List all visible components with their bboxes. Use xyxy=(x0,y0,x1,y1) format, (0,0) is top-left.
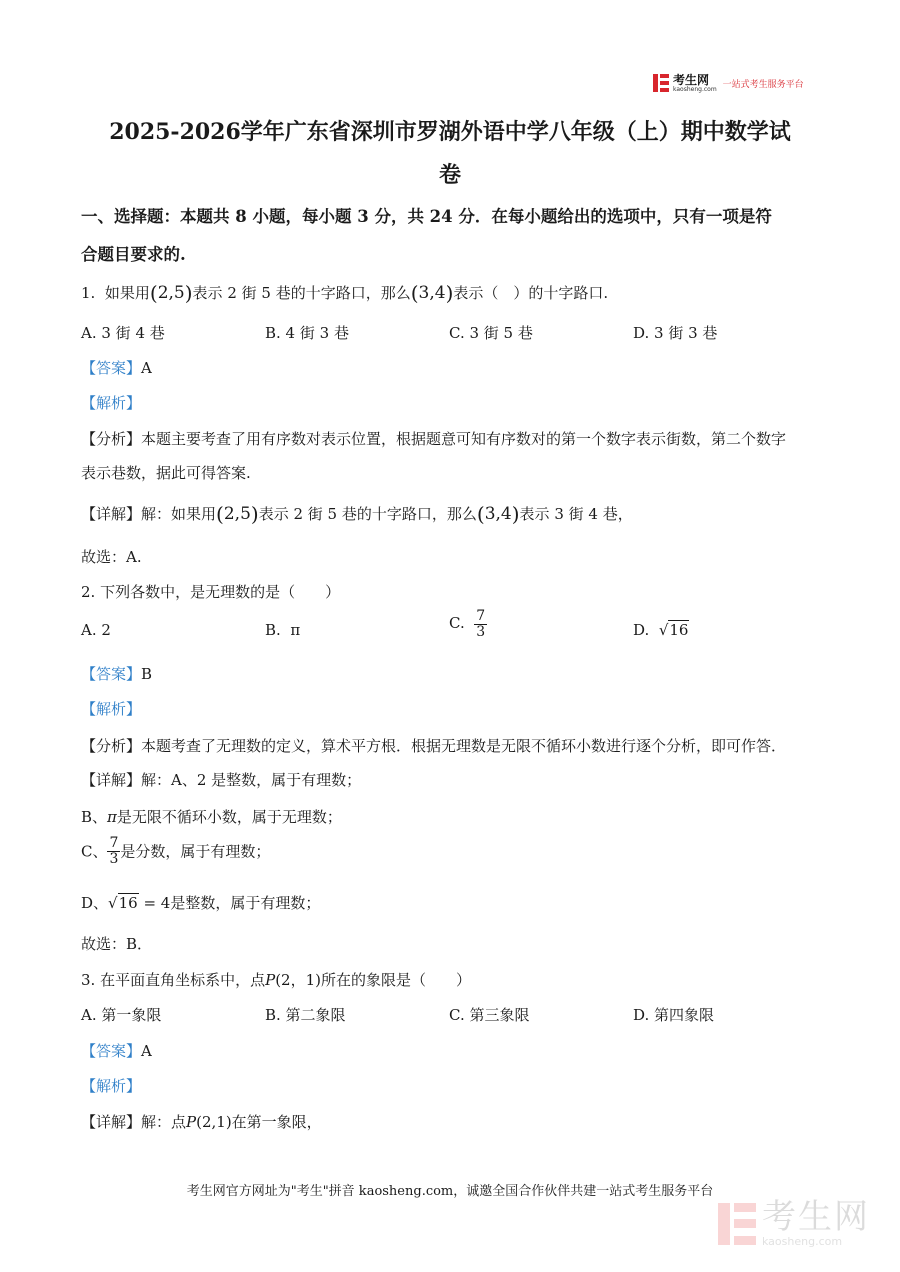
q2-answer: 【答案】B xyxy=(81,665,153,683)
q1-option-b: B. 4 街 3 巷 xyxy=(265,324,349,342)
section-heading-line2: 合题目要求的. xyxy=(81,245,186,264)
watermark-url: kaosheng.com xyxy=(762,1235,843,1248)
q2-option-b: B. π xyxy=(265,621,301,639)
kaosheng-logo-icon xyxy=(653,74,669,92)
q1-option-d: D. 3 街 3 巷 xyxy=(633,324,718,342)
logo-url: kaosheng.com xyxy=(673,85,717,93)
q2-jiexi-tag: 【解析】 xyxy=(81,700,142,718)
q1-pair-1: 2,5 xyxy=(157,283,185,303)
q2-option-c-fraction: $\frac{7}{3}$ xyxy=(476,608,486,640)
q2-xiangjie-b: B、π是无限不循环小数，属于无理数； xyxy=(81,808,342,826)
q2-fenxi: 【分析】本题考查了无理数的定义，算术平方根．根据无理数是无限不循环小数进行逐个分析，即可作答． xyxy=(81,737,787,755)
q1-fenxi-line2: 表示巷数，据此可得答案. xyxy=(81,464,251,482)
q1-xiangjie: 【详解】解：如果用(2,5)表示 2 街 5 巷的十字路口，那么(3,4)表示 3 街 4 巷， xyxy=(81,502,633,526)
q2-stem: 2. 下列各数中，是无理数的是（ ） xyxy=(81,583,341,601)
q1-stem: 1. 如果用(2,5)表示 2 街 5 巷的十字路口，那么(3,4)表示（ ）的十字路口. xyxy=(81,281,609,305)
watermark xyxy=(718,1197,870,1248)
logo-slogan: 一站式考生服务平台 xyxy=(722,79,804,90)
q1-fenxi-line1: 【分析】本题主要考查了用有序数对表示位置，根据题意可知有序数对的第一个数字表示街数，第二个数字 xyxy=(81,430,787,448)
q2-xiangjie-d: D、√16 = 4是整数，属于有理数； xyxy=(81,894,321,912)
q2-xiangjie-c: C、 $\frac{7}{3}$ 是分数，属于有理数； xyxy=(81,835,271,867)
q2-guxuan: 故选：B． xyxy=(81,935,153,953)
watermark-name: 考生网 xyxy=(762,1197,870,1237)
q1-pair-2: 3,4 xyxy=(418,283,446,303)
q2-option-d-sqrt: √16 xyxy=(658,621,689,639)
q1-guxuan: 故选：A. xyxy=(81,548,142,566)
q3-answer: 【答案】A xyxy=(81,1042,152,1060)
q2-option-a: A. 2 xyxy=(81,621,111,639)
q3-option-c: C. 第三象限 xyxy=(449,1006,530,1024)
section-heading-line1: 一、选择题：本题共 8 小题，每小题 3 分，共 24 分．在每小题给出的选项中，只有一项是符 xyxy=(81,207,772,226)
q3-jiexi-tag: 【解析】 xyxy=(81,1077,142,1095)
page-footer: 考生网官方网址为"考生"拼音 kaosheng.com，诚邀全国合作伙伴共建一站式考生服务平台 xyxy=(186,1184,714,1199)
q2-option-d: D. √16 xyxy=(633,621,689,639)
q1-option-c: C. 3 街 5 巷 xyxy=(449,324,533,342)
page-title-line1: 2025-2026学年广东省深圳市罗湖外语中学八年级（上）期中数学试 xyxy=(109,119,791,145)
q3-option-b: B. 第二象限 xyxy=(265,1006,346,1024)
q3-xiangjie: 【详解】解：点P(2,1)在第一象限， xyxy=(81,1113,322,1131)
page-title-line2: 卷 xyxy=(438,162,461,188)
q2-option-c: C. $\frac{7}{3}$ xyxy=(449,608,486,640)
q2-xiangjie-a: 【详解】解：A、2 是整数，属于有理数； xyxy=(81,771,362,789)
watermark-logo-icon xyxy=(718,1203,756,1245)
logo-name: 考生网 xyxy=(673,72,710,87)
q3-stem: 3. 在平面直角坐标系中，点P(2，1)所在的象限是（ ） xyxy=(81,971,471,989)
header-logo xyxy=(653,72,804,94)
q3-option-a: A. 第一象限 xyxy=(81,1006,162,1024)
q1-jiexi-tag: 【解析】 xyxy=(81,394,142,412)
q1-answer: 【答案】A xyxy=(81,359,152,377)
q3-option-d: D. 第四象限 xyxy=(633,1006,715,1024)
q1-option-a: A. 3 街 4 巷 xyxy=(81,324,165,342)
